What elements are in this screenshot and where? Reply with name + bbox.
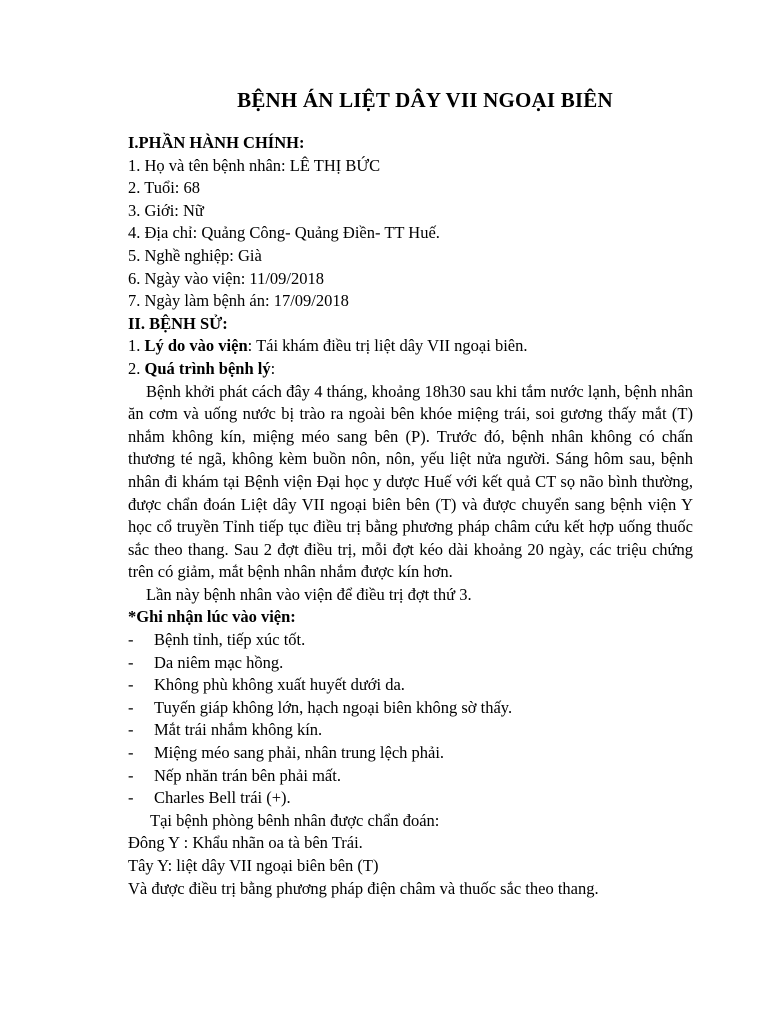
third-admission-line: Lần này bệnh nhân vào viện để điều trị đợt thứ 3. <box>146 584 472 604</box>
list-item <box>128 697 693 720</box>
eastern-diagnosis: Đông Y : Khẩu nhãn oa tà bên Trái. <box>128 833 363 853</box>
list-item-text: Charles Bell trái (+). <box>154 788 291 808</box>
list-item <box>128 629 693 652</box>
section-history-heading: II. BỆNH SỬ: <box>128 313 228 333</box>
list-item-text: Bệnh tỉnh, tiếp xúc tốt. <box>154 630 306 650</box>
list-item <box>128 787 693 810</box>
reason-number: 1. <box>128 336 145 356</box>
dash-marker: - <box>128 720 134 740</box>
list-item-text: Mắt trái nhắm không kín. <box>154 720 323 740</box>
process-number: 2. <box>128 358 145 378</box>
list-item-text: Da niêm mạc hồng. <box>154 652 284 672</box>
occupation-line: 5. Nghề nghiệp: Già <box>128 245 262 265</box>
reason-text: : Tái khám điều trị liệt dây VII ngoại biên. <box>247 336 528 356</box>
treatment-line: Và được điều trị bằng phương pháp điện châm và thuốc sắc theo thang. <box>128 878 599 898</box>
history-paragraph: Bệnh khởi phát cách đây 4 tháng, khoảng 18h30 sau khi tắm nước lạnh, bệnh nhân ăn cơm và uống nước bị trào ra ngoài bên khóe miệng trái, soi gương thấy mắt (T) nhắm không kín, miệng méo sang bên (P). Trước đó, bệnh nhân không có chấn thương té ngã, không kèm buồn nôn, nôn, yếu liệt nửa người. Sáng hôm sau, bệnh nhân đi khám tại Bệnh viện Đại học y dược Huế với kết quả CT sọ não bình thường, được chẩn đoán Liệt dây VII ngoại biên bên (T) và được chuyển sang bệnh viện Y học cổ truyền Tỉnh tiếp tục điều trị bằng phương pháp châm cứu kết hợp uống thuốc sắc theo thang. Sau 2 đợt điều trị, mỗi đợt kéo dài khoảng 20 ngày, các triệu chứng trên có giảm, mắt bệnh nhân nhắm được kín hơn. <box>128 381 693 582</box>
document-title: BỆNH ÁN LIỆT DÂY VII NGOẠI BIÊN <box>237 88 613 112</box>
reason-label: Lý do vào viện <box>144 336 248 356</box>
western-diagnosis: Tây Y: liệt dây VII ngoại biên bên (T) <box>128 856 379 875</box>
list-item <box>128 652 693 675</box>
reason-line <box>128 335 693 358</box>
list-item-text: Không phù không xuất huyết dưới da. <box>154 675 405 695</box>
gender-line: 3. Giới: Nữ <box>128 200 204 220</box>
document-body <box>128 132 693 900</box>
list-item <box>128 765 693 788</box>
process-line <box>128 358 693 381</box>
list-item-text: Miệng méo sang phải, nhân trung lệch phải. <box>154 743 445 763</box>
record-date-line: 7. Ngày làm bệnh án: 17/09/2018 <box>128 291 349 311</box>
dash-marker: - <box>128 652 134 672</box>
list-item <box>128 674 693 697</box>
list-item-text: Nếp nhăn trán bên phải mất. <box>154 765 341 785</box>
admission-date-line: 6. Ngày vào viện: 11/09/2018 <box>128 268 324 288</box>
dash-marker: - <box>128 743 134 763</box>
process-colon: : <box>270 358 276 378</box>
address-line: 4. Địa chỉ: Quảng Công- Quảng Điền- TT Huế. <box>128 223 440 243</box>
diagnosis-intro: Tại bệnh phòng bênh nhân được chẩn đoán: <box>150 810 440 830</box>
age-line: 2. Tuổi: 68 <box>128 178 200 198</box>
list-item <box>128 719 693 742</box>
dash-marker: - <box>128 765 134 785</box>
process-label: Quá trình bệnh lý <box>144 358 271 378</box>
list-item-text: Tuyến giáp không lớn, hạch ngoại biên không sờ thấy. <box>154 697 513 717</box>
patient-name-line: 1. Họ và tên bệnh nhân: LÊ THỊ BỨC <box>128 155 381 175</box>
dash-marker: - <box>128 788 134 808</box>
list-item <box>128 742 693 765</box>
admission-notes-heading: *Ghi nhận lúc vào viện: <box>128 607 296 627</box>
dash-marker: - <box>128 697 134 717</box>
dash-marker: - <box>128 675 134 695</box>
section-administrative-heading: I.PHẦN HÀNH CHÍNH: <box>128 133 305 152</box>
dash-marker: - <box>128 630 134 650</box>
